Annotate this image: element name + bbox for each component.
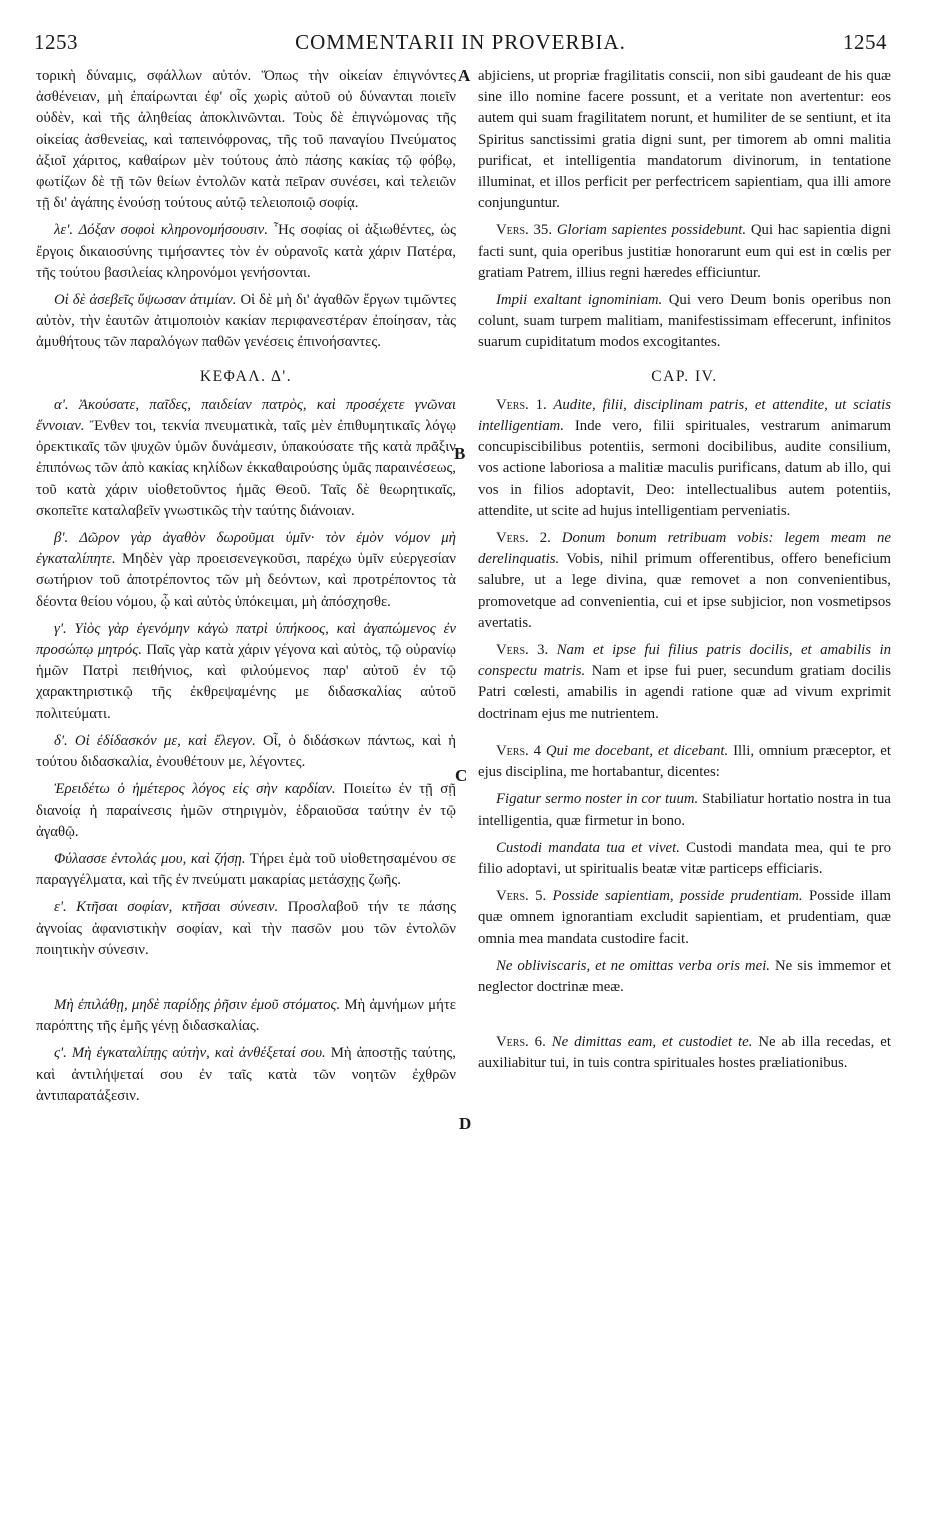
- latin-paragraph: [478, 838, 891, 880]
- verse-number: Vers. 35.: [496, 222, 553, 239]
- latin-column: [478, 66, 891, 1081]
- latin-paragraph: [478, 640, 891, 725]
- greek-paragraph: [36, 897, 456, 961]
- paragraph-text: Qui hac sapientia digni facti sunt, quia operibus justitiæ honorarunt eum qui est in cœlis per gratiam Patrem, illius regni hæredes efficiuntur.: [478, 222, 892, 281]
- lemma: Donum bonum retribuam vobis: legem meam ne derelinquatis.: [478, 530, 891, 568]
- lemma: Figatur sermo noster in cor tuum.: [496, 791, 699, 808]
- lemma: β'. Δῶρον γὰρ ἀγαθὸν δωροῦμαι ὑμῖν· τὸν ἐμὸν νόμον μὴ ἐγκαταλίπητε.: [36, 530, 456, 568]
- verse-number: Vers. 4: [496, 742, 542, 759]
- margin-marker-a: A: [458, 66, 471, 85]
- lemma: Ne obliviscaris, et ne omittas verba oris mei.: [496, 957, 770, 974]
- paragraph-text: Custodi mandata mea, qui te pro filio adoptavi, ut spiritualis beatæ vitæ particeps efficiaris.: [478, 839, 892, 877]
- paragraph-text: Οἱ δὲ μὴ δι' ἀγαθῶν ἔργων τιμῶντες αὐτὸν, τὴν ἑαυτῶν ἀτιμοποιὸν κακίαν περιφανεστέραν ἐποίησαν, τὰς ἀμυθήτους τῶν παραλόγων παθῶν γενέσεις ἐπινοήσαντες.: [36, 292, 456, 351]
- paragraph-text: Μὴ ἀποστῇς ταύτης, καὶ ἀντιλήψεταί σου ἐν ταῖς κατὰ τῶν νοητῶν ἐχθρῶν ἀντιπαρατάξεσιν.: [36, 1045, 456, 1104]
- latin-paragraph: [478, 741, 891, 783]
- lemma: Μὴ ἐπιλάθῃ, μηδὲ παρίδῃς ῥῆσιν ἐμοῦ στόματος.: [54, 996, 341, 1013]
- lemma: Οἱ δὲ ἀσεβεῖς ὕψωσαν ἀτιμίαν.: [54, 292, 237, 309]
- latin-paragraph: [478, 1032, 891, 1074]
- greek-paragraph: [36, 779, 456, 843]
- paragraph-text: Μηδὲν γὰρ προεισενεγκοῦσι, παρέχω ὑμῖν εὐεργεσίαν σωτήριον τοῦ ἀποτρέποντος τῶν μὴ δεόντων, καὶ προτρέποντος τὰ δέοντα θείου νόμου, ᾧ καὶ αὐτὸς ὑπόκειμαι, μὴ ἀπόσχησθε.: [36, 551, 456, 610]
- lemma: Qui me docebant, et dicebant.: [541, 742, 729, 759]
- lemma: γ'. Υἱὸς γὰρ ἐγενόμην κἀγὼ πατρὶ ὑπήκοος, καὶ ἀγαπώμενος ἐν προσώπῳ μητρός.: [36, 620, 456, 659]
- paragraph-text: Qui vero Deum bonis operibus non colunt, suam turpem malitiam, manifestissimam effecerunt, infinitos suarum cupiditatum modos excogitantes.: [478, 292, 892, 351]
- paragraph-text: Προσλαβοῦ τήν τε πάσης ἀγνοίας ἀφανιστικὴν σοφίαν, καὶ τὴν πασῶν μου τῶν ἐντολῶν ποιητικὴν σύνεσιν.: [36, 899, 456, 958]
- greek-paragraph: [36, 1043, 456, 1107]
- paragraph-text: Μὴ ἀμνήμων μήτε παρόπτης τῆς ἐμῆς γένῃ διδασκαλίας.: [36, 996, 456, 1035]
- page-number-right: 1254: [843, 30, 887, 54]
- paragraph-text: Ne ab illa recedas, et auxiliabitur tui, in tuis contra spirituales hostes præliationibus.: [478, 1034, 891, 1072]
- paragraph-text: Ἧς σοφίας οἱ ἀξιωθέντες, ὡς ἔργοις δικαιοσύνης τιμήσαντες τὸν ἐν οὐρανοῖς κατὰ χάριν Πατέρα, τῆς τούτου βασιλείας κληρονόμοι γενήσονται.: [36, 222, 456, 281]
- verse-number: Vers. 6.: [496, 1034, 546, 1051]
- verse-number: Vers. 2.: [496, 530, 551, 547]
- paragraph-text: Vobis, nihil primum offerentibus, offero beneficium salubre, ut a lege divina, quæ removet a non convenientibus, promovetque ad convenientia, cui et ipse subjicior, non vosmetipsos avertatis.: [478, 551, 891, 631]
- paragraph-text: Stabiliatur hortatio nostra in tua intelligentia, quæ firmetur in bono.: [478, 791, 891, 829]
- latin-paragraph: [478, 395, 891, 522]
- latin-paragraph: [478, 220, 891, 284]
- paragraph-text: Οἷ, ὁ διδάσκων πάντως, καὶ ἡ τούτου διδασκαλία, ἐνουθέτουν με, λέγοντες.: [36, 732, 456, 771]
- greek-paragraph: [36, 395, 456, 522]
- greek-paragraph: [36, 66, 456, 214]
- lemma: α'. Ἀκούσατε, παῖδες, παιδείαν πατρὸς, καὶ προσέχετε γνῶναι ἔννοιαν.: [36, 396, 456, 435]
- lemma: ε'. Κτῆσαι σοφίαν, κτῆσαι σύνεσιν.: [54, 899, 279, 916]
- paragraph-text: Posside illam quæ omnem ignorantiam excludit sapientiam, et prudentiam, quæ omnia mea mandata custodire facit.: [478, 888, 891, 947]
- paragraph-text: Ἔνθεν τοι, τεκνία πνευματικὰ, ταῖς μὲν ἐπιθυμητικαῖς λόγῳ ὀρεκτικαῖς τῶν ψυχῶν ὑμῶν δυνάμεσιν, ὑπακούσατε τῆς κατὰ πρᾶξιν ἐπιπόνως τῶν ἀπὸ κακίας κηλίδων ἐκκαθαιρούσης ὑμᾶς παραινέσεως, τοῦ κατὰ χάριν υἱοθετοῦντος ἡμᾶς Θεοῦ. Ταῖς δὲ θεωρητικαῖς, σκοπεῖτε καταλαβεῖν γνωστικῶς τὴν ταύτης διάνοιαν.: [36, 418, 456, 519]
- lemma: Impii exaltant ignominiam.: [496, 292, 663, 309]
- lemma: Ne dimittas eam, et custodiet te.: [545, 1034, 753, 1051]
- paragraph-text: Παῖς γὰρ κατὰ χάριν γέγονα καὶ αὐτὸς, τῷ οὐρανίῳ ἡμῶν Πατρὶ πειθήνιος, καὶ φιλούμενος παρ' αὐτοῦ ἐν τῷ χαρακτηριστικῷ τῆς ἐκθρεψαμένης με διδασκαλίας αὐτοῦ πολιτεύματι.: [36, 642, 456, 722]
- paragraph-text: abjiciens, ut propriæ fragilitatis conscii, non sibi gaudeant de his quæ sine illo nomine facere possunt, et a veritate non avertentur: eos autem qui suam fragilitatem norunt, et humiliter de se sentiunt, et ita Spiritus sanctissimi gratia digni sunt, per timorem ab omni malitia purificat, et intelligentia mandatorum divinorum, in tentatione illuminat, et illos perficit per perfectricem sapientiam, qua illi amore conjunguntur.: [478, 68, 891, 212]
- lemma: Custodi mandata tua et vivet.: [496, 839, 680, 856]
- lemma: Ἐρειδέτω ὁ ἡμέτερος λόγος εἰς σὴν καρδίαν.: [54, 781, 336, 798]
- lemma: Gloriam sapientes possidebunt.: [552, 222, 747, 239]
- paragraph-text: Illi, omnium præceptor, et ejus disciplina, me hortabantur, dicentes:: [478, 742, 891, 781]
- paragraph-text: Inde vero, filii spirituales, vestrarum animarum concupiscibilibus potentiis, sermoni docibilibus, audite consilium, vos actione laboriosa a malitiæ maculis purificans, datum ab illo, qui vos in filios adoptavit, Deo: intellectualibus autem potentiis, attendite, ut scite ad hujus intelligentiam perveniatis.: [478, 418, 891, 519]
- greek-paragraph: [36, 995, 456, 1037]
- verse-number: Vers. 1.: [496, 396, 547, 413]
- greek-paragraph: [36, 220, 456, 284]
- margin-marker-c: C: [455, 766, 468, 785]
- margin-marker-d: D: [459, 1114, 472, 1133]
- paragraph-text: Ποιείτω ἐν τῇ σῇ διανοίᾳ ἡ παραίνεσις ἡμῶν στηριγμὸν, ἑδραιοῦσα ταύτην ἐν τῷ ἀγαθῷ.: [36, 781, 456, 840]
- paragraph-text: Nam et ipse fui puer, secundum gratiam docilis Patri cœlesti, amabilis in agendi ratione quæ ad vivum exprimit doctrinam ejus me nutrientem.: [478, 663, 891, 722]
- page-header: [34, 30, 887, 56]
- lemma: λε'. Δόξαν σοφοὶ κληρονομήσουσιν.: [54, 222, 268, 239]
- lemma: Posside sapientiam, posside prudentiam.: [546, 888, 803, 905]
- chapter-heading-greek: ΚΕΦΑΛ. Δ'.: [199, 367, 293, 385]
- greek-paragraph: [36, 528, 456, 613]
- verse-number: Vers. 5.: [496, 888, 547, 905]
- paragraph-text: Τήρει ἐμὰ τοῦ υἱοθετησαμένου σε παραγγέλματα, καὶ τῆς ἐν πνεύματι μακαρίας μετάσχῃς ζωῆς.: [36, 850, 456, 889]
- lemma: Φύλασσε ἐντολάς μου, καὶ ζήσῃ.: [54, 850, 246, 867]
- greek-paragraph: [36, 290, 456, 354]
- latin-paragraph: [478, 789, 891, 831]
- margin-marker-b: B: [454, 444, 466, 463]
- greek-paragraph: [36, 731, 456, 773]
- latin-paragraph: [478, 956, 891, 998]
- greek-column: [36, 66, 456, 1113]
- latin-paragraph: [478, 886, 891, 950]
- running-title: COMMENTARII IN PROVERBIA.: [295, 30, 626, 54]
- lemma: δ'. Οἱ ἐδίδασκόν με, καὶ ἔλεγον.: [54, 732, 256, 749]
- latin-paragraph: [478, 66, 891, 214]
- paragraph-text: Ne sis immemor et neglector doctrinæ meæ.: [478, 957, 891, 995]
- lemma: Audite, filii, disciplinam patris, et attendite, ut sciatis intelligentiam.: [478, 396, 891, 435]
- latin-paragraph: [478, 528, 891, 634]
- greek-paragraph: [36, 849, 456, 891]
- page-number-left: 1253: [34, 30, 78, 54]
- chapter-heading-latin: CAP. IV.: [651, 367, 718, 385]
- verse-number: Vers. 3.: [496, 642, 549, 659]
- greek-paragraph: [36, 619, 456, 725]
- latin-paragraph: [478, 290, 891, 354]
- lemma: ς'. Μὴ ἐγκαταλίπῃς αὐτὴν, καὶ ἀνθέξεταί σου.: [54, 1045, 326, 1062]
- lemma: Nam et ipse fui filius patris docilis, et amabilis in conspectu matris.: [478, 642, 891, 680]
- paragraph-text: τορικὴ δύναμις, σφάλλων αὐτόν. Ὅπως τὴν οἰκείαν ἐπιγνόντες ἀσθένειαν, μὴ ἐπαίρωνται ἐφ' οἷς χωρὶς αὐτοῦ οὐ δύνανται ποιεῖν οὐδὲν, καὶ τῆς ἀληθείας ἀποκλινῶνται. Τοὺς δὲ ἐπιγνώμονας τῆς οἰκείας ἀσθενείας, καὶ ταπεινόφρονας, τῆς τοῦ παναγίου Πνεύματος ἀξιοῖ χάριτος, καθαίρων μὲν τούτους ἀπὸ πάσης κακίας τῷ φόβῳ, φωτίζων δὲ τῇ τῶν θείων ἐντολῶν κατὰ πεῖραν συνέσει, καὶ τελειῶν τῇ δι' ἀγάπης ἑνούσῃ τούτους αὐτῷ τελειοποιῷ σοφίᾳ.: [36, 68, 456, 212]
